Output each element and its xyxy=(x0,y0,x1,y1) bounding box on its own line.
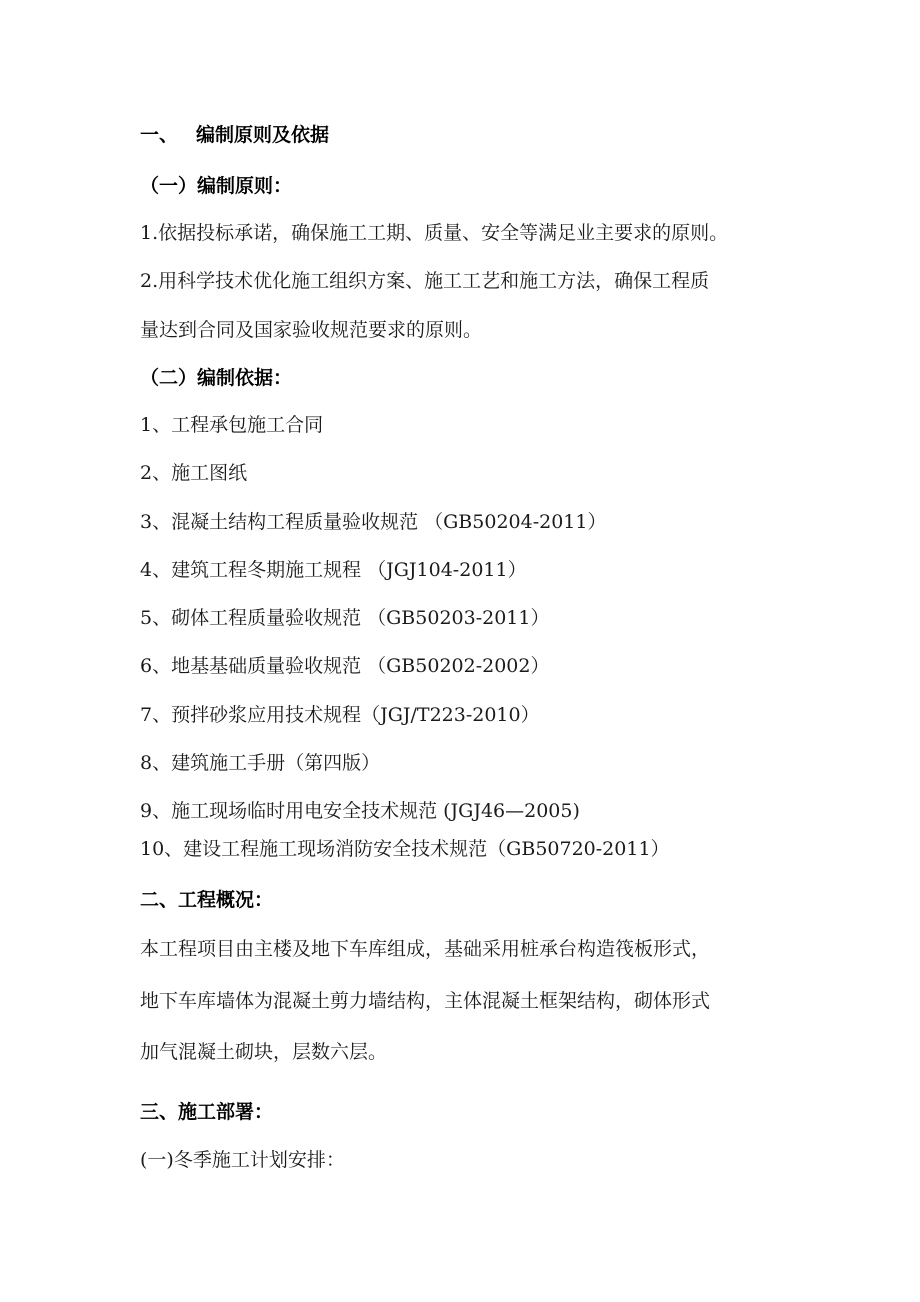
basis-item-10: 10、建设工程施工现场消防安全技术规范（GB50720-2011） xyxy=(140,838,670,860)
basis-item-5: 5、砌体工程质量验收规范 （GB50203-2011） xyxy=(140,607,550,629)
subheading-principles: （一）编制原则： xyxy=(140,175,293,197)
section-heading-1 xyxy=(140,121,329,149)
section-heading-2: 二、工程概况： xyxy=(140,889,274,911)
subheading-bases: （二）编制依据： xyxy=(140,367,293,389)
overview-line-2: 地下车库墙体为混凝土剪力墙结构，主体混凝土框架结构，砌体形式 xyxy=(140,990,711,1012)
subheading-winter-plan: (一)冬季施工计划安排： xyxy=(140,1149,345,1171)
basis-item-6: 6、地基基础质量验收规范 （GB50202-2002） xyxy=(140,655,550,677)
overview-line-1: 本工程项目由主楼及地下车库组成，基础采用桩承台构造筏板形式， xyxy=(140,938,711,960)
basis-item-1: 1、工程承包施工合同 xyxy=(140,414,324,436)
section-heading-1-text: 编制原则及依据 xyxy=(196,124,330,146)
basis-item-8: 8、建筑施工手册（第四版） xyxy=(140,752,381,774)
overview-line-3: 加气混凝土砌块，层数六层。 xyxy=(140,1041,388,1063)
principle-item-2: 2.用科学技术优化施工组织方案、施工工艺和施工方法，确保工程质 xyxy=(140,270,710,292)
principle-item-2-cont: 量达到合同及国家验收规范要求的原则。 xyxy=(140,319,483,341)
principle-item-1: 1.依据投标承诺，确保施工工期、质量、安全等满足业主要求的原则。 xyxy=(140,222,729,244)
basis-item-3: 3、混凝土结构工程质量验收规范 （GB50204-2011） xyxy=(140,511,607,533)
basis-item-9: 9、施工现场临时用电安全技术规范 (JGJ46—2005) xyxy=(140,800,580,822)
section-heading-3: 三、施工部署： xyxy=(140,1101,274,1123)
basis-item-7: 7、预拌砂浆应用技术规程（JGJ/T223-2010） xyxy=(140,704,540,726)
section-heading-1-number: 一、 xyxy=(140,124,179,146)
basis-item-2: 2、施工图纸 xyxy=(140,462,248,484)
basis-item-4: 4、建筑工程冬期施工规程 （JGJ104-2011） xyxy=(140,559,527,581)
